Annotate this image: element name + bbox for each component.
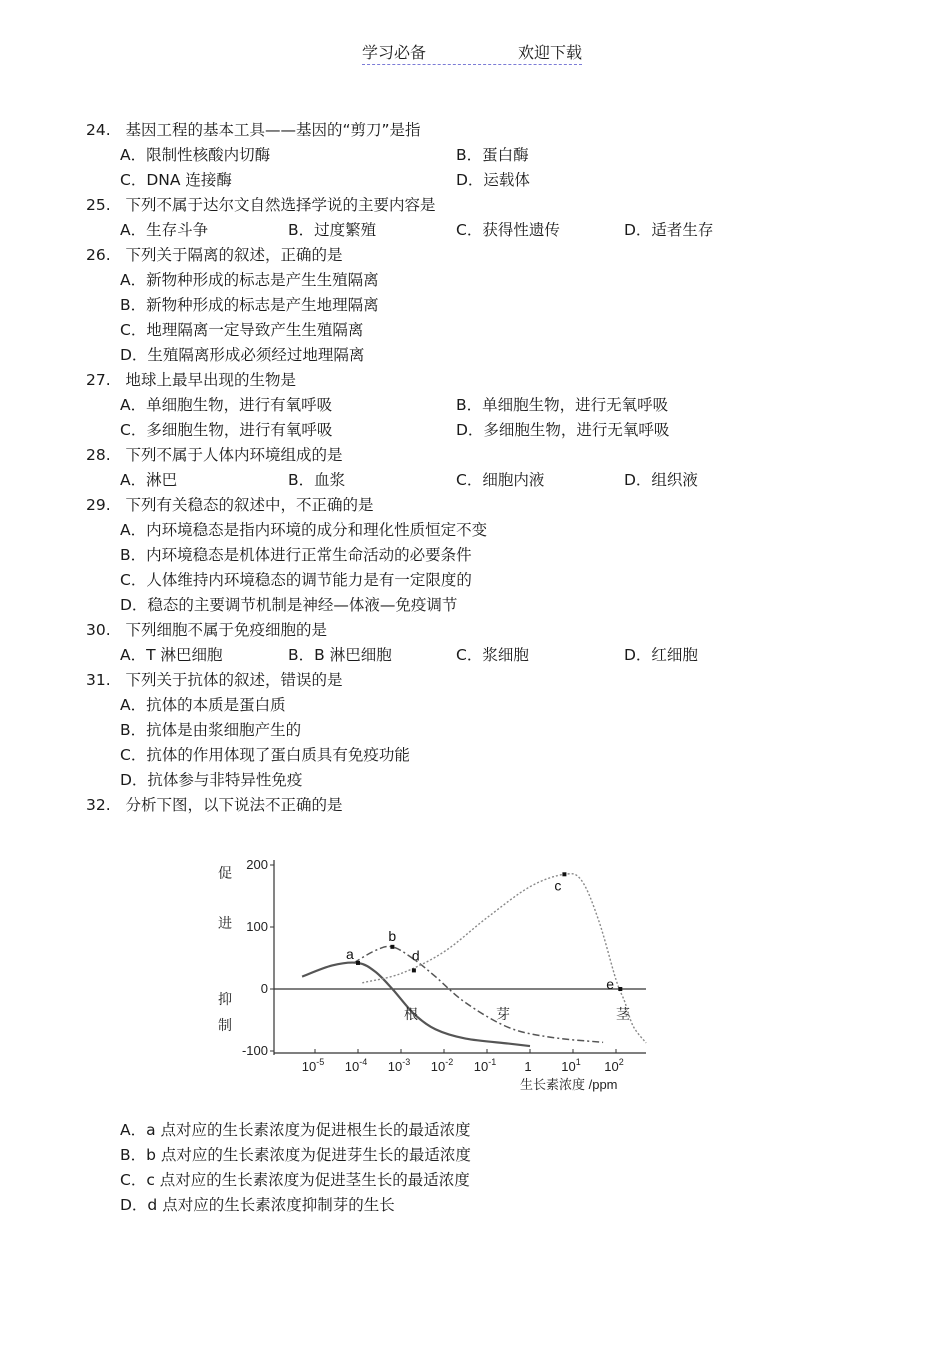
q24-option-b: B．蛋白酶 bbox=[456, 146, 529, 164]
q26-option-d: D．生殖隔离形成必须经过地理隔离 bbox=[120, 346, 365, 364]
question-30-stem: 30. 下列细胞不属于免疫细胞的是 bbox=[86, 621, 327, 639]
q26-option-c: C．地理隔离一定导致产生生殖隔离 bbox=[120, 321, 364, 339]
page-header bbox=[362, 40, 582, 65]
curve-label: 根 bbox=[404, 1006, 418, 1022]
q27-option-c: C．多细胞生物，进行有氧呼吸 bbox=[120, 421, 333, 439]
curve-label: 茎 bbox=[616, 1006, 630, 1022]
q26-option-b: B．新物种形成的标志是产生地理隔离 bbox=[120, 296, 379, 314]
q27-option-d: D．多细胞生物，进行无氧呼吸 bbox=[456, 421, 670, 439]
y-tick-label: 100 bbox=[246, 919, 268, 934]
q28-option-c: C．细胞内液 bbox=[456, 471, 545, 489]
q29-option-a: A．内环境稳态是指内环境的成分和理化性质恒定不变 bbox=[120, 521, 488, 539]
x-tick-label: $10^{-2}$ bbox=[430, 1057, 454, 1074]
x-tick-label: $10^{-5}$ bbox=[301, 1057, 325, 1074]
q29-option-d: D．稳态的主要调节机制是神经—体液—免疫调节 bbox=[120, 596, 458, 614]
y-tick-label: 0 bbox=[260, 981, 268, 996]
q31-option-d: D．抗体参与非特异性免疫 bbox=[120, 771, 303, 789]
q32-option-a: A．a 点对应的生长素浓度为促进根生长的最适浓度 bbox=[120, 1121, 471, 1139]
question-26-stem: 26. 下列关于隔离的叙述，正确的是 bbox=[86, 246, 343, 264]
question-28-stem: 28. 下列不属于人体内环境组成的是 bbox=[86, 446, 343, 464]
header-left: 学习必备 bbox=[362, 43, 427, 62]
q27-option-a: A．单细胞生物，进行有氧呼吸 bbox=[120, 396, 333, 414]
q30-option-c: C．浆细胞 bbox=[456, 646, 529, 664]
point-label-e: e bbox=[606, 976, 615, 992]
q27-option-b: B．单细胞生物，进行无氧呼吸 bbox=[456, 396, 669, 414]
x-tick-label: 1 bbox=[524, 1059, 532, 1074]
root-curve bbox=[302, 963, 530, 1046]
question-24-stem: 24. 基因工程的基本工具——基因的“剪刀”是指 bbox=[86, 121, 421, 139]
question-25-stem: 25. 下列不属于达尔文自然选择学说的主要内容是 bbox=[86, 196, 436, 214]
question-31-stem: 31. 下列关于抗体的叙述，错误的是 bbox=[86, 671, 343, 689]
q28-option-b: B．血浆 bbox=[288, 471, 346, 489]
auxin-chart bbox=[200, 830, 680, 1100]
point-e bbox=[618, 987, 622, 991]
q28-option-a: A．淋巴 bbox=[120, 471, 178, 489]
bud-curve bbox=[354, 946, 603, 1042]
q24-option-c: C．DNA 连接酶 bbox=[120, 171, 232, 189]
point-label-c: c bbox=[554, 877, 562, 894]
q24-option-a: A．限制性核酸内切酶 bbox=[120, 146, 271, 164]
q25-option-b: B．过度繁殖 bbox=[288, 221, 377, 239]
q31-option-a: A．抗体的本质是蛋白质 bbox=[120, 696, 286, 714]
point-label-a: a bbox=[346, 945, 354, 962]
q29-option-b: B．内环境稳态是机体进行正常生命活动的必要条件 bbox=[120, 546, 472, 564]
point-c bbox=[562, 872, 566, 876]
y-side-label: 抑 bbox=[218, 991, 232, 1007]
q32-option-b: B．b 点对应的生长素浓度为促进芽生长的最适浓度 bbox=[120, 1146, 471, 1164]
x-tick-label: $10^{-4}$ bbox=[344, 1057, 368, 1074]
header-right: 欢迎下载 bbox=[517, 43, 582, 62]
q32-option-c: C．c 点对应的生长素浓度为促进茎生长的最适浓度 bbox=[120, 1171, 470, 1189]
q30-option-d: D．红细胞 bbox=[624, 646, 698, 664]
question-27-stem: 27. 地球上最早出现的生物是 bbox=[86, 371, 296, 389]
y-side-label: 促 bbox=[218, 865, 232, 881]
question-29-stem: 29. 下列有关稳态的叙述中，不正确的是 bbox=[86, 496, 374, 514]
curve-label: 芽 bbox=[496, 1006, 510, 1022]
q29-option-c: C．人体维持内环境稳态的调节能力是有一定限度的 bbox=[120, 571, 472, 589]
x-axis-label: 生长素浓度 /ppm bbox=[520, 1077, 618, 1092]
q31-option-c: C．抗体的作用体现了蛋白质具有免疫功能 bbox=[120, 746, 410, 764]
x-tick-label: $10^2$ bbox=[604, 1057, 624, 1074]
q32-option-d: D．d 点对应的生长素浓度抑制芽的生长 bbox=[120, 1196, 395, 1214]
q26-option-a: A．新物种形成的标志是产生生殖隔离 bbox=[120, 271, 379, 289]
x-tick-label: $10^{-1}$ bbox=[473, 1057, 497, 1074]
q25-option-d: D．适者生存 bbox=[624, 221, 714, 239]
q31-option-b: B．抗体是由浆细胞产生的 bbox=[120, 721, 302, 739]
q28-option-d: D．组织液 bbox=[624, 471, 698, 489]
q24-option-d: D．运载体 bbox=[456, 171, 530, 189]
y-side-label: 制 bbox=[218, 1017, 232, 1033]
x-tick-label: $10^{-3}$ bbox=[387, 1057, 411, 1074]
x-tick-label: $10^1$ bbox=[561, 1057, 581, 1074]
y-tick-label: 200 bbox=[246, 857, 268, 872]
point-label-d: d bbox=[411, 947, 420, 964]
question-32-stem: 32. 分析下图，以下说法不正确的是 bbox=[86, 796, 343, 814]
point-b bbox=[390, 945, 394, 949]
q30-option-b: B．B 淋巴细胞 bbox=[288, 646, 392, 664]
q30-option-a: A．T 淋巴细胞 bbox=[120, 646, 223, 664]
point-a bbox=[356, 961, 360, 965]
point-d bbox=[412, 968, 416, 972]
q25-option-c: C．获得性遗传 bbox=[456, 221, 560, 239]
point-label-b: b bbox=[388, 927, 397, 944]
y-tick-label: -100 bbox=[241, 1043, 268, 1058]
q25-option-a: A．生存斗争 bbox=[120, 221, 209, 239]
y-side-label: 进 bbox=[218, 915, 232, 931]
